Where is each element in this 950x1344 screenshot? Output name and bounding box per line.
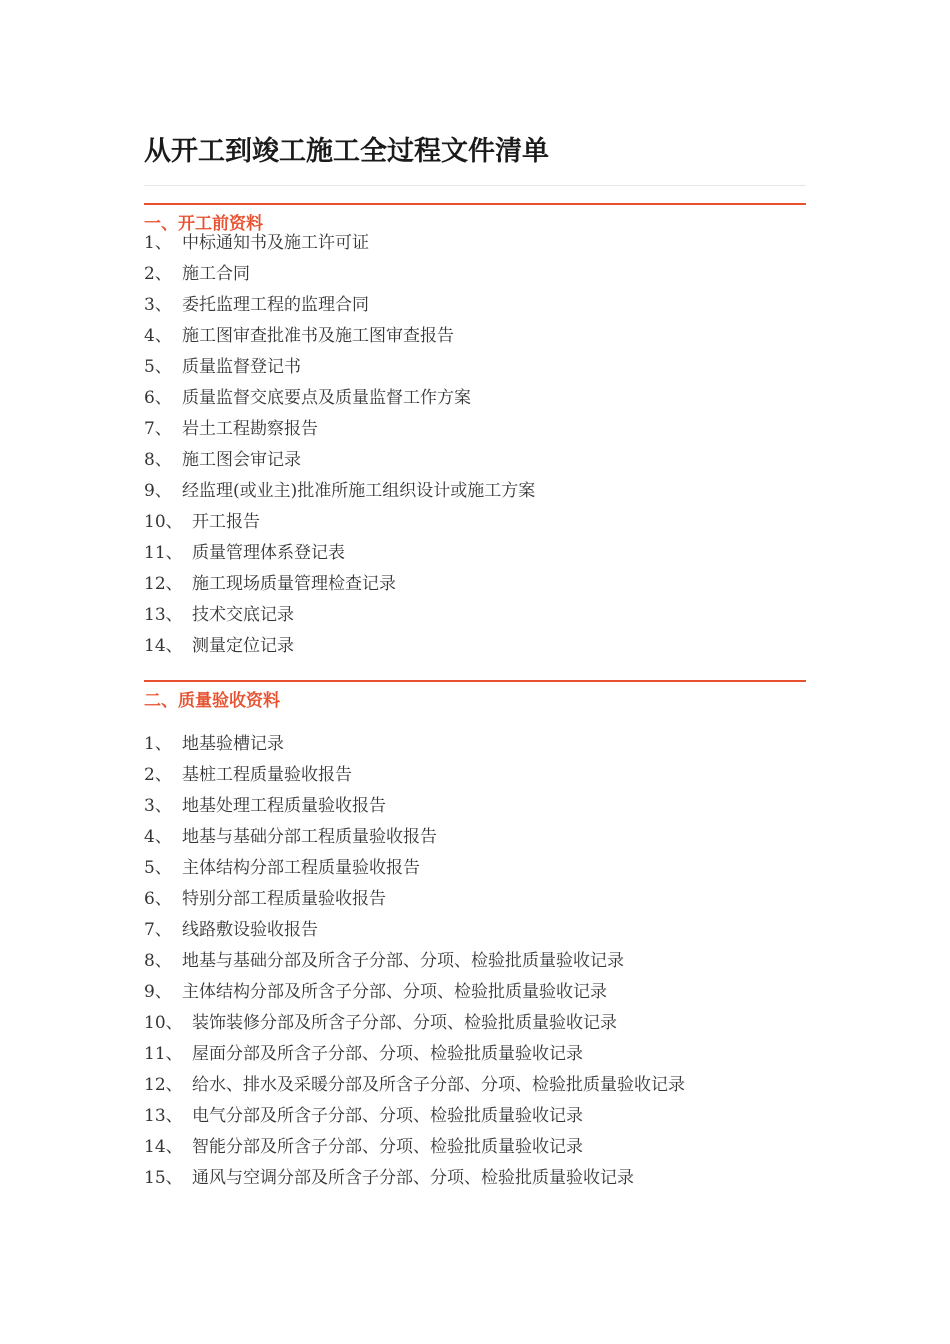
section-rule [144, 680, 806, 682]
section-heading: 一、开工前资料 [144, 214, 263, 234]
item-text: 中标通知书及施工许可证 [182, 233, 369, 253]
list-item [144, 1039, 806, 1070]
item-text: 线路敷设验收报告 [182, 920, 318, 940]
item-number: 5、 [144, 357, 172, 377]
item-text: 主体结构分部工程质量验收报告 [182, 858, 420, 878]
item-number: 12、 [144, 1075, 183, 1095]
item-number: 6、 [144, 889, 172, 909]
item-number: 1、 [144, 734, 172, 754]
item-number: 11、 [144, 1044, 183, 1064]
item-text: 主体结构分部及所含子分部、分项、检验批质量验收记录 [182, 982, 607, 1002]
item-number: 8、 [144, 951, 172, 971]
item-number: 14、 [144, 636, 183, 656]
item-number: 2、 [144, 765, 172, 785]
item-number: 13、 [144, 605, 183, 625]
item-text: 通风与空调分部及所含子分部、分项、检验批质量验收记录 [192, 1168, 634, 1188]
item-text: 地基验槽记录 [182, 734, 284, 754]
list-item [144, 383, 806, 414]
item-text: 施工现场质量管理检查记录 [192, 574, 396, 594]
list-item [144, 476, 806, 507]
item-list [144, 729, 806, 1194]
list-item [144, 915, 806, 946]
list-item [144, 822, 806, 853]
page-title: 从开工到竣工施工全过程文件清单 [144, 136, 549, 167]
list-item [144, 977, 806, 1008]
item-number: 9、 [144, 481, 172, 501]
item-number: 1、 [144, 233, 172, 253]
item-number: 14、 [144, 1137, 183, 1157]
item-text: 岩土工程勘察报告 [182, 419, 318, 439]
list-item [144, 600, 806, 631]
item-text: 质量管理体系登记表 [192, 543, 345, 563]
list-item [144, 946, 806, 977]
item-list [144, 228, 806, 662]
item-number: 15、 [144, 1168, 183, 1188]
section-quality-acceptance [144, 680, 806, 1194]
item-number: 2、 [144, 264, 172, 284]
item-text: 质量监督交底要点及质量监督工作方案 [182, 388, 471, 408]
list-item [144, 321, 806, 352]
item-text: 技术交底记录 [192, 605, 294, 625]
list-item [144, 228, 806, 259]
item-number: 7、 [144, 920, 172, 940]
item-number: 12、 [144, 574, 183, 594]
list-item [144, 631, 806, 662]
item-text: 质量监督登记书 [182, 357, 301, 377]
list-item [144, 729, 806, 760]
item-number: 11、 [144, 543, 183, 563]
item-number: 6、 [144, 388, 172, 408]
list-item [144, 569, 806, 600]
list-item [144, 1008, 806, 1039]
list-item [144, 760, 806, 791]
list-item [144, 290, 806, 321]
item-text: 委托监理工程的监理合同 [182, 295, 369, 315]
item-text: 经监理(或业主)批准所施工组织设计或施工方案 [182, 481, 536, 501]
item-text: 施工合同 [182, 264, 250, 284]
item-number: 3、 [144, 796, 172, 816]
section-pre-construction [144, 203, 806, 662]
list-item [144, 445, 806, 476]
item-number: 7、 [144, 419, 172, 439]
item-text: 智能分部及所含子分部、分项、检验批质量验收记录 [192, 1137, 583, 1157]
item-number: 4、 [144, 326, 172, 346]
item-text: 开工报告 [192, 512, 260, 532]
list-item [144, 507, 806, 538]
item-number: 13、 [144, 1106, 183, 1126]
list-item [144, 1132, 806, 1163]
list-item [144, 853, 806, 884]
item-text: 地基处理工程质量验收报告 [182, 796, 386, 816]
item-text: 给水、排水及采暖分部及所含子分部、分项、检验批质量验收记录 [192, 1075, 685, 1095]
list-item [144, 538, 806, 569]
list-item [144, 259, 806, 290]
item-number: 4、 [144, 827, 172, 847]
list-item [144, 414, 806, 445]
section-rule [144, 203, 806, 205]
item-text: 施工图会审记录 [182, 450, 301, 470]
list-item [144, 352, 806, 383]
item-text: 基桩工程质量验收报告 [182, 765, 352, 785]
item-number: 10、 [144, 1013, 183, 1033]
item-number: 3、 [144, 295, 172, 315]
item-number: 8、 [144, 450, 172, 470]
section-heading: 二、质量验收资料 [144, 691, 280, 711]
item-text: 屋面分部及所含子分部、分项、检验批质量验收记录 [192, 1044, 583, 1064]
title-divider [144, 185, 806, 186]
item-text: 电气分部及所含子分部、分项、检验批质量验收记录 [192, 1106, 583, 1126]
item-number: 5、 [144, 858, 172, 878]
list-item [144, 791, 806, 822]
list-item [144, 1070, 806, 1101]
item-text: 地基与基础分部工程质量验收报告 [182, 827, 437, 847]
item-number: 10、 [144, 512, 183, 532]
list-item [144, 1101, 806, 1132]
item-text: 装饰装修分部及所含子分部、分项、检验批质量验收记录 [192, 1013, 617, 1033]
list-item [144, 1163, 806, 1194]
item-text: 特别分部工程质量验收报告 [182, 889, 386, 909]
list-item [144, 884, 806, 915]
item-number: 9、 [144, 982, 172, 1002]
item-text: 测量定位记录 [192, 636, 294, 656]
item-text: 地基与基础分部及所含子分部、分项、检验批质量验收记录 [182, 951, 624, 971]
item-text: 施工图审查批准书及施工图审查报告 [182, 326, 454, 346]
